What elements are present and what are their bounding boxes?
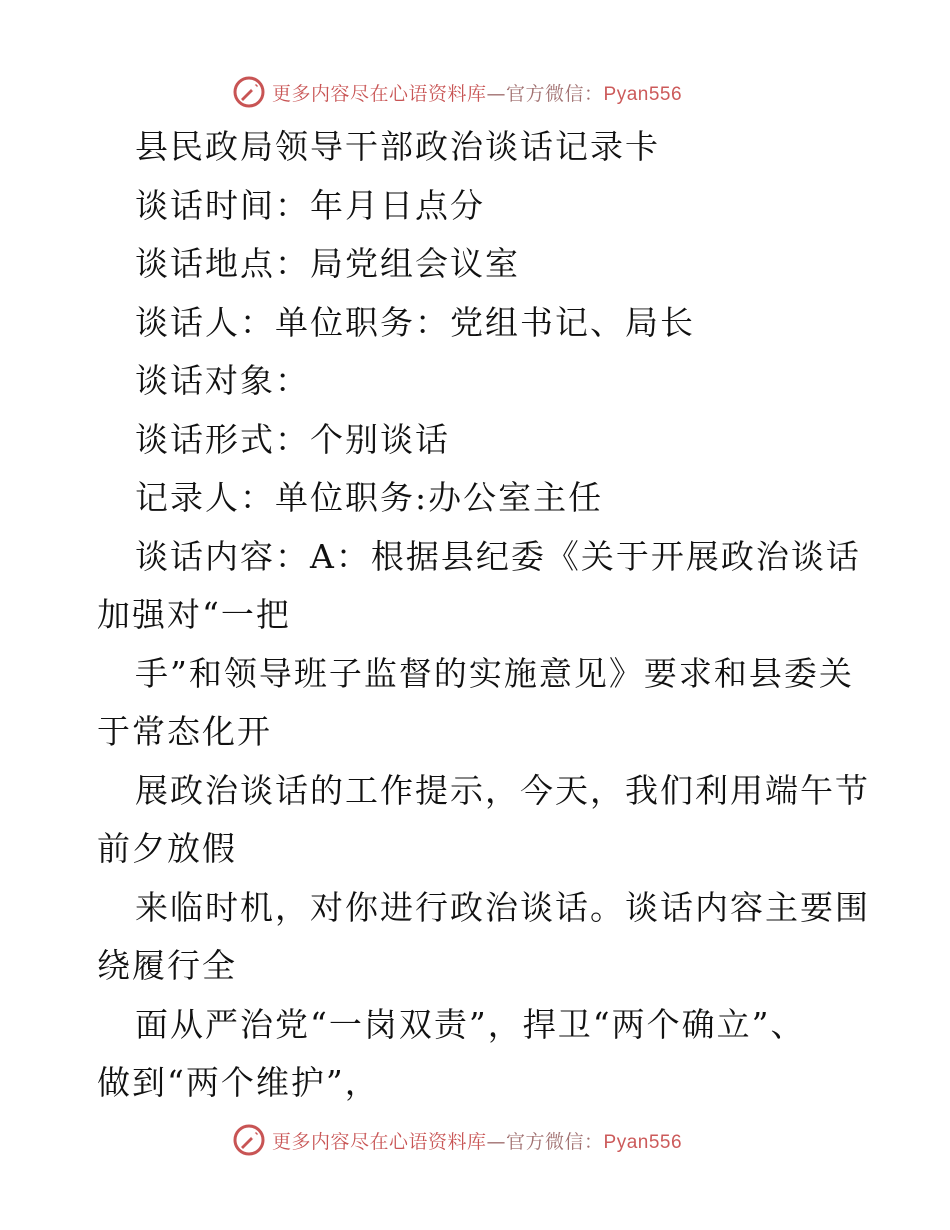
doc-line: 加强对“一把 — [97, 595, 291, 634]
doc-line: 谈话时间：年月日点分 — [135, 185, 485, 225]
doc-line: 面从严治党“一岗双责”，捍卫“两个确立”、 — [135, 1004, 806, 1044]
watermark-text — [272, 1127, 682, 1154]
document-body — [97, 118, 870, 1113]
doc-line: 谈话地点：局党组会议室 — [135, 244, 520, 283]
quill-seal-icon — [232, 1123, 266, 1157]
watermark-main: 更多内容尽在心语资料库 — [272, 82, 487, 105]
watermark-sub: —官方微信： — [486, 82, 604, 105]
watermark-id: Pyan556 — [603, 1131, 683, 1153]
watermark-sub: —官方微信： — [486, 1130, 604, 1153]
watermark-main: 更多内容尽在心语资料库 — [272, 1130, 487, 1153]
quill-seal-icon — [232, 75, 266, 109]
watermark-id: Pyan556 — [603, 83, 683, 105]
doc-line: 绕履行全 — [97, 946, 237, 985]
doc-line: 谈话对象： — [135, 361, 310, 400]
doc-line: 谈话内容：A：根据县纪委《关于开展政治谈话 — [135, 536, 861, 576]
doc-line: 县民政局领导干部政治谈话记录卡 — [135, 127, 660, 166]
footer-watermark — [232, 1120, 682, 1160]
doc-line: 做到“两个维护”， — [97, 1063, 380, 1102]
watermark-text — [272, 79, 682, 106]
header-watermark — [232, 72, 682, 112]
doc-line: 于常态化开 — [97, 712, 272, 751]
doc-line: 来临时机，对你进行政治谈话。谈话内容主要围 — [135, 887, 870, 927]
doc-line: 谈话人：单位职务：党组书记、局长 — [135, 302, 695, 342]
doc-line: 展政治谈话的工作提示，今天，我们利用端午节 — [135, 770, 870, 810]
doc-line: 手”和领导班子监督的实施意见》要求和县委关 — [135, 653, 854, 693]
doc-line: 记录人：单位职务:办公室主任 — [135, 478, 604, 517]
doc-line: 前夕放假 — [97, 829, 237, 868]
doc-line: 谈话形式：个别谈话 — [135, 419, 450, 459]
